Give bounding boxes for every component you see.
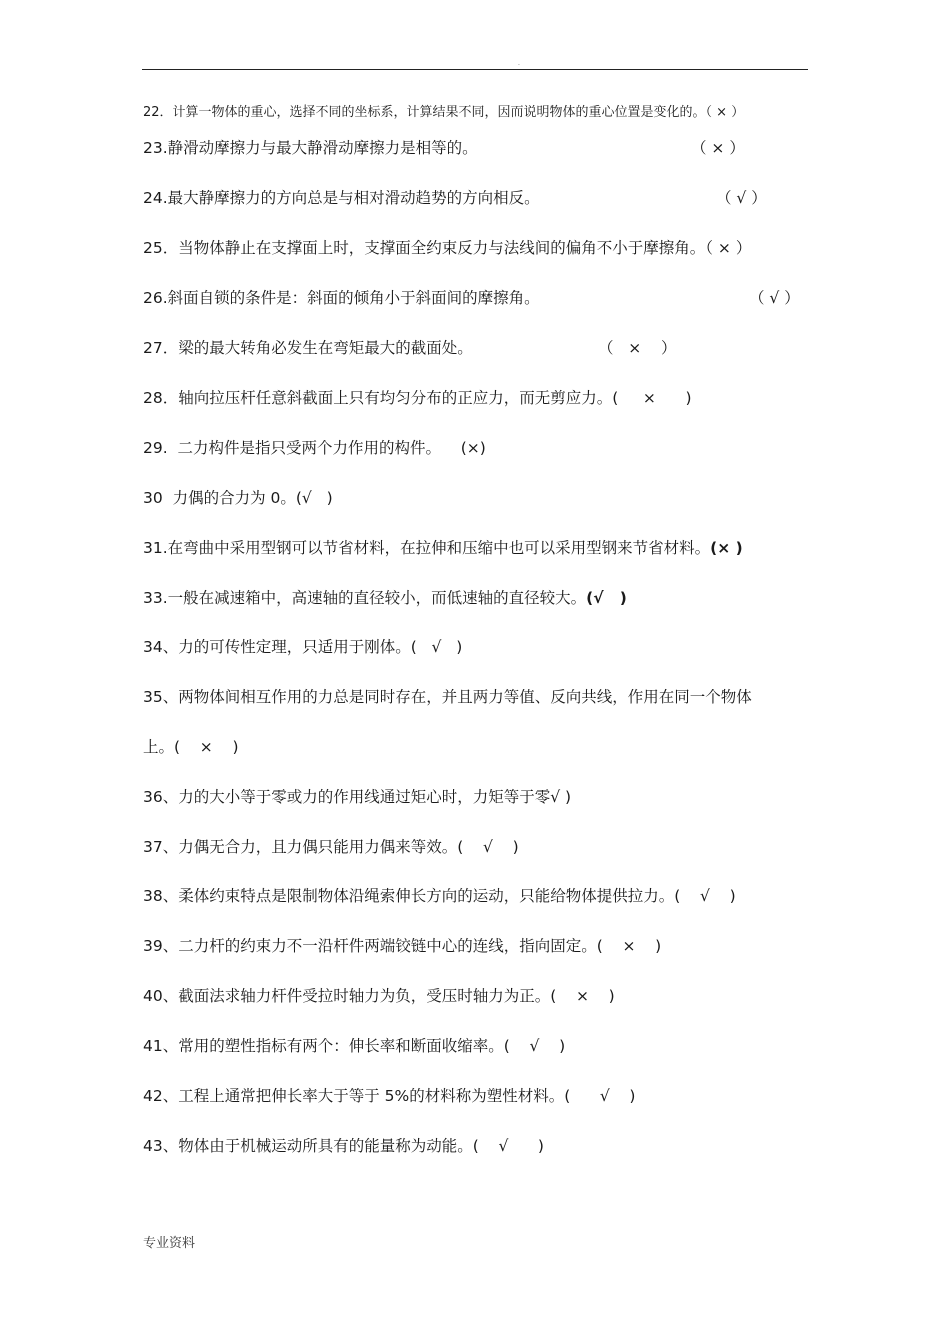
- question-42: 42、工程上通常把伸长率大于等于 5%的材料称为塑性材料。( √ ): [143, 1087, 636, 1105]
- question-26: 26.斜面自锁的条件是：斜面的倾角小于斜面间的摩擦角。 （ √ ）: [143, 289, 800, 307]
- question-35: 35、两物体间相互作用的力总是同时存在，并且两力等值、反向共线，作用在同一个物体: [143, 688, 752, 706]
- answer-mark: (√ ): [586, 589, 627, 607]
- question-35-cont: 上。( × ): [143, 738, 239, 756]
- question-27: 27．梁的最大转角必发生在弯矩最大的截面处。 （ × ）: [143, 339, 677, 357]
- header-rule: [142, 69, 808, 70]
- question-43: 43、物体由于机械运动所具有的能量称为动能。( √ ): [143, 1137, 544, 1155]
- question-41: 41、常用的塑性指标有两个：伸长率和断面收缩率。( √ ): [143, 1037, 566, 1055]
- question-34: 34、力的可传性定理，只适用于刚体。( √ ): [143, 638, 463, 656]
- question-30: 30 力偶的合力为 0。(√ ): [143, 489, 333, 507]
- answer-mark: （ √ ）: [749, 289, 800, 307]
- question-28: 28．轴向拉压杆任意斜截面上只有均匀分布的正应力，而无剪应力。( × ): [143, 389, 692, 407]
- question-38: 38、柔体约束特点是限制物体沿绳索伸长方向的运动，只能给物体提供拉力。( √ ): [143, 887, 736, 905]
- question-23: 23.静滑动摩擦力与最大静滑动摩擦力是相等的。 （ × ）: [143, 139, 745, 157]
- question-37: 37、力偶无合力，且力偶只能用力偶来等效。( √ ): [143, 838, 519, 856]
- header-dot: .: [518, 60, 520, 67]
- answer-mark: （ × ）: [598, 339, 677, 357]
- answer-mark: (× ): [710, 539, 743, 557]
- question-31: 31.在弯曲中采用型钢可以节省材料，在拉伸和压缩中也可以采用型钢来节省材料。(× ): [143, 539, 743, 557]
- question-36: 36、力的大小等于零或力的作用线通过矩心时，力矩等于零√ ): [143, 788, 572, 806]
- page-footer: 专业资料: [143, 1236, 196, 1251]
- answer-mark: （ × ）: [691, 139, 745, 157]
- question-24: 24.最大静摩擦力的方向总是与相对滑动趋势的方向相反。 （ √ ）: [143, 189, 767, 207]
- question-40: 40、截面法求轴力杆件受拉时轴力为负，受压时轴力为正。( × ): [143, 987, 615, 1005]
- question-39: 39、二力杆的约束力不一沿杆件两端铰链中心的连线，指向固定。( × ): [143, 937, 662, 955]
- question-33: 33.一般在减速箱中，高速轴的直径较小，而低速轴的直径较大。(√ ): [143, 589, 627, 607]
- answer-mark: （ √ ）: [716, 189, 767, 207]
- question-25: 25．当物体静止在支撑面上时，支撑面全约束反力与法线间的偏角不小于摩擦角。（ × ）: [143, 239, 752, 257]
- question-29: 29. 二力构件是指只受两个力作用的构件。 (×): [143, 439, 486, 457]
- question-22: 22．计算一物体的重心，选择不同的坐标系，计算结果不同，因而说明物体的重心位置是变化的。（ × ）: [143, 105, 745, 120]
